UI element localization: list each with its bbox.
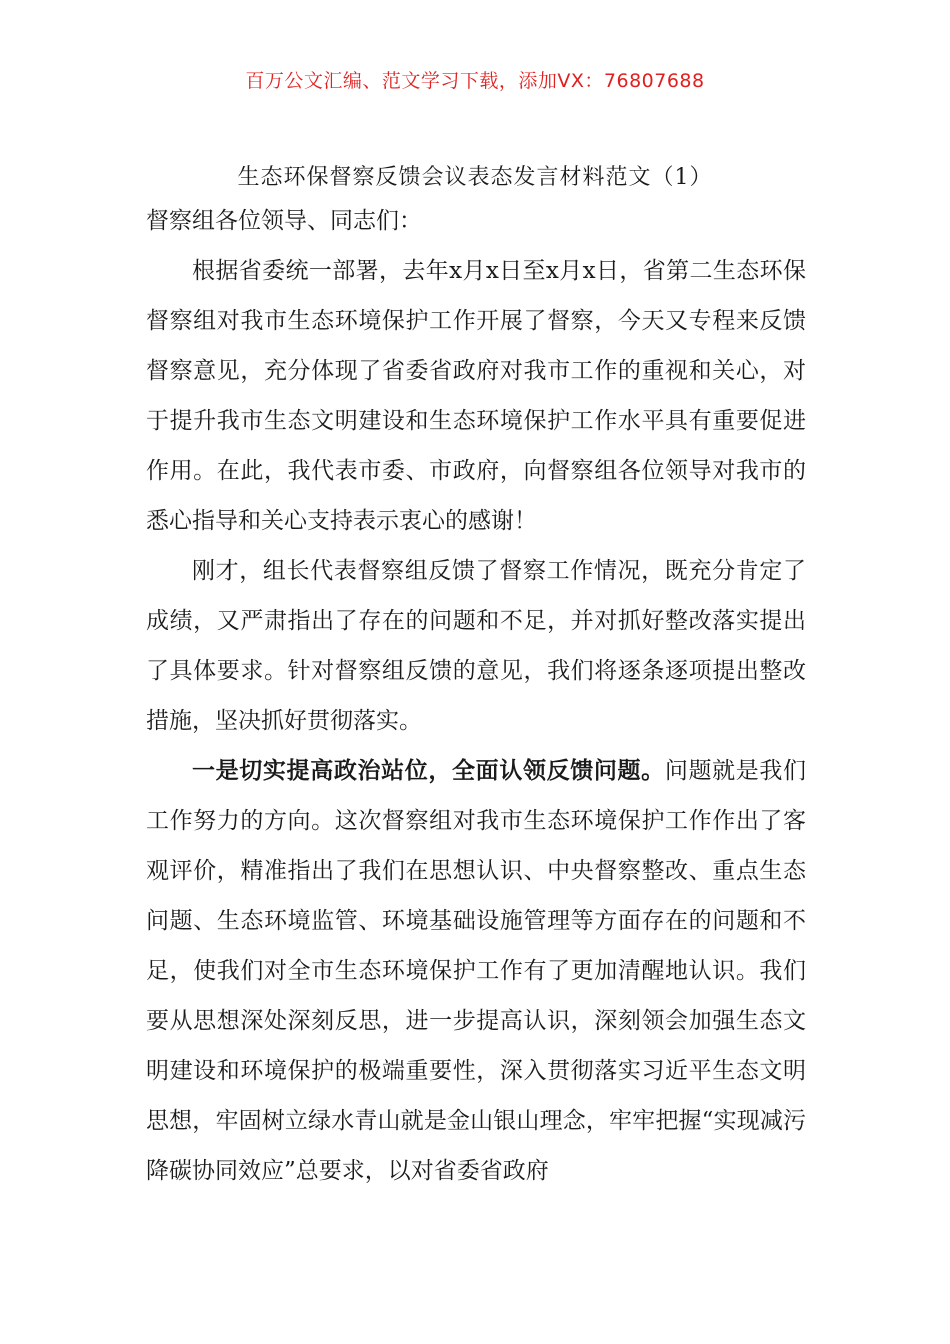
salutation: 督察组各位领导、同志们：: [146, 208, 422, 234]
paragraph: [146, 546, 806, 746]
paragraph: [146, 246, 806, 546]
document-body: [146, 196, 806, 1196]
paragraph-text: 问题就是我们工作努力的方向。这次督察组对我市生态环境保护工作作出了客观评价，精准指出了我们在思想认识、中央督察整改、重点生态问题、生态环境监管、环境基础设施管理等方面存在的问题和不足，使我们对全市生态环境保护工作有了更加清醒地认识。我们要从思想深处深刻反思，进一步提高认识，深刻领会加强生态文明建设和环境保护的极端重要性，深入贯彻落实习近平生态文明思想，牢固树立绿水青山就是金山银山理念，牢牢把握“实现减污降碳协同效应”总要求，以对省委省政府: [146, 758, 807, 1184]
paragraph-lead: 一是切实提高政治站位，全面认领反馈问题。: [192, 757, 665, 784]
document-title: 生态环保督察反馈会议表态发言材料范文（1）: [237, 165, 713, 190]
header-banner: 百万公文汇编、范文学习下载，添加VX：76807688: [245, 70, 705, 92]
paragraph-text: 根据省委统一部署，去年x月x日至x月x日，省第二生态环保督察组对我市生态环境保护工作开展了督察，今天又专程来反馈督察意见，充分体现了省委省政府对我市工作的重视和关心，对于提升我市生态文明建设和生态环境保护工作水平具有重要促进作用。在此，我代表市委、市政府，向督察组各位领导对我市的悉心指导和关心支持表示衷心的感谢！: [146, 258, 806, 534]
paragraph: [146, 746, 806, 1196]
paragraph-text: 刚才，组长代表督察组反馈了督察工作情况，既充分肯定了成绩，又严肃指出了存在的问题和不足，并对抓好整改落实提出了具体要求。针对督察组反馈的意见，我们将逐条逐项提出整改措施，坚决抓好贯彻落实。: [146, 558, 806, 734]
